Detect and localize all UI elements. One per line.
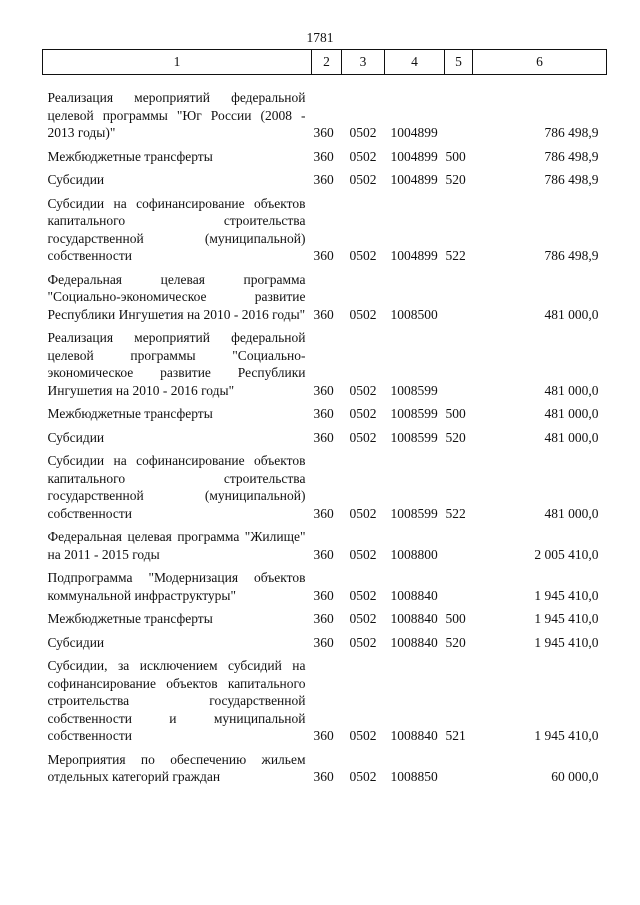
row-admin-code: 360: [313, 728, 334, 743]
row-target-code: 1004899: [390, 248, 438, 263]
row-name: Межбюджетные трансферты: [47, 611, 213, 626]
row-section-code: 0502: [349, 587, 377, 603]
row-target-code: 1004899: [390, 172, 438, 187]
row-admin-code: 360: [313, 429, 334, 445]
row-amount: 481 000,0: [544, 306, 599, 322]
row-admin-code: 360: [313, 505, 334, 521]
row-expense-type: [445, 329, 473, 405]
row-target-code: 1004899: [390, 125, 438, 140]
row-name: Субсидии: [47, 634, 105, 650]
row-section-code: 0502: [349, 769, 377, 784]
table-row: [43, 634, 607, 658]
row-section-code: 0502: [349, 148, 377, 164]
row-admin-code: 360: [313, 248, 334, 263]
row-section-code: 0502: [349, 125, 377, 140]
row-section-code: 0502: [349, 382, 377, 398]
row-expense-type: 520: [445, 634, 466, 650]
row-name: Федеральная целевая программа "Социально-экономическое развитие Республики Ингушетия на 2010 - 2016 годы": [47, 271, 306, 322]
table-row: [43, 657, 607, 751]
row-expense-type: [445, 569, 473, 610]
row-target-code: 1008840: [390, 611, 438, 626]
row-name: Субсидии на софинансирование объектов капитального строительства государственной (муниципальной) собственности: [47, 453, 306, 521]
row-admin-code: 360: [313, 125, 334, 140]
row-expense-type: 522: [445, 505, 466, 521]
row-target-code: 1008599: [390, 429, 438, 445]
row-amount: 1 945 410,0: [534, 728, 599, 743]
header-col-5: 5: [445, 50, 473, 75]
row-target-code: 1008599: [390, 406, 438, 421]
row-name: Федеральная целевая программа "Жилище" на 2011 - 2015 годы: [47, 529, 306, 562]
row-admin-code: 360: [313, 546, 334, 562]
row-name: Реализация мероприятий федеральной целевой программы "Юг России (2008 - 2013 годы)": [47, 90, 306, 140]
row-name: Субсидии на софинансирование объектов капитального строительства государственной (муниципальной) собственности: [47, 195, 306, 263]
row-amount: 481 000,0: [544, 505, 599, 521]
row-target-code: 1008840: [390, 728, 438, 743]
row-section-code: 0502: [349, 546, 377, 562]
table-row: [43, 195, 607, 271]
row-target-code: 1008840: [390, 634, 438, 650]
header-col-2: 2: [312, 50, 342, 75]
row-amount: 1 945 410,0: [534, 587, 599, 603]
row-amount: 2 005 410,0: [534, 546, 599, 562]
row-target-code: 1008599: [390, 505, 438, 521]
row-name: Межбюджетные трансферты: [47, 406, 213, 421]
row-amount: 786 498,9: [544, 248, 599, 263]
row-expense-type: 522: [445, 248, 466, 263]
row-section-code: 0502: [349, 429, 377, 445]
table-row: [43, 171, 607, 195]
row-name: Субсидии, за исключением субсидий на софинансирование объектов капитального строительства государственной собственности и муниципальной собственности: [47, 658, 306, 743]
row-name: Межбюджетные трансферты: [47, 148, 213, 164]
row-admin-code: 360: [313, 382, 334, 398]
row-section-code: 0502: [349, 306, 377, 322]
table-row: [43, 452, 607, 528]
table-row: [43, 528, 607, 569]
row-target-code: 1008840: [390, 587, 438, 603]
table-row: [43, 751, 607, 792]
budget-table: [42, 49, 607, 792]
row-amount: 481 000,0: [544, 406, 599, 421]
row-admin-code: 360: [313, 769, 334, 784]
header-col-6: 6: [473, 50, 607, 75]
row-amount: 1 945 410,0: [534, 611, 599, 626]
row-amount: 786 498,9: [544, 172, 599, 187]
row-expense-type: 500: [445, 406, 466, 421]
row-target-code: 1008800: [390, 546, 438, 562]
row-amount: 481 000,0: [544, 382, 599, 398]
row-expense-type: [445, 528, 473, 569]
row-section-code: 0502: [349, 505, 377, 521]
row-target-code: 1008500: [390, 306, 438, 322]
row-target-code: 1004899: [390, 148, 438, 164]
row-admin-code: 360: [313, 634, 334, 650]
header-col-3: 3: [342, 50, 385, 75]
row-section-code: 0502: [349, 406, 377, 421]
table-row: [43, 148, 607, 172]
table-header-row: [43, 50, 607, 75]
table-row: [43, 329, 607, 405]
row-expense-type: [445, 271, 473, 330]
row-section-code: 0502: [349, 611, 377, 626]
row-admin-code: 360: [313, 172, 334, 187]
row-expense-type: [445, 75, 473, 148]
row-expense-type: 500: [445, 148, 466, 164]
row-section-code: 0502: [349, 248, 377, 263]
row-expense-type: 520: [445, 429, 466, 445]
row-amount: 786 498,9: [544, 125, 599, 140]
row-expense-type: [445, 751, 473, 792]
row-admin-code: 360: [313, 587, 334, 603]
header-col-1: 1: [43, 50, 312, 75]
row-name: Субсидии: [47, 172, 105, 187]
row-name: Реализация мероприятий федеральной целевой программы "Социально-экономическое развитие Республики Ингушетия на 2010 - 2016 годы": [47, 330, 306, 398]
row-amount: 786 498,9: [544, 148, 599, 164]
row-name: Субсидии: [47, 429, 105, 445]
row-admin-code: 360: [313, 306, 334, 322]
row-section-code: 0502: [349, 172, 377, 187]
row-admin-code: 360: [313, 148, 334, 164]
row-section-code: 0502: [349, 634, 377, 650]
row-expense-type: 500: [445, 611, 466, 626]
table-row: [43, 405, 607, 429]
header-col-4: 4: [385, 50, 445, 75]
row-name: Мероприятия по обеспечению жильем отдельных категорий граждан: [47, 751, 306, 784]
table-row: [43, 271, 607, 330]
row-target-code: 1008599: [390, 382, 438, 398]
page-number: 1781: [306, 30, 334, 45]
table-row: [43, 569, 607, 610]
row-section-code: 0502: [349, 728, 377, 743]
table-row: [43, 75, 607, 148]
row-amount: 1 945 410,0: [534, 634, 599, 650]
row-admin-code: 360: [313, 611, 334, 626]
row-amount: 481 000,0: [544, 429, 599, 445]
row-name: Подпрограмма "Модернизация объектов коммунальной инфраструктуры": [47, 570, 306, 603]
table-row: [43, 429, 607, 453]
row-target-code: 1008850: [390, 769, 438, 784]
row-expense-type: 521: [445, 728, 466, 743]
row-admin-code: 360: [313, 406, 334, 421]
row-expense-type: 520: [445, 172, 466, 187]
table-row: [43, 610, 607, 634]
row-amount: 60 000,0: [551, 769, 599, 784]
